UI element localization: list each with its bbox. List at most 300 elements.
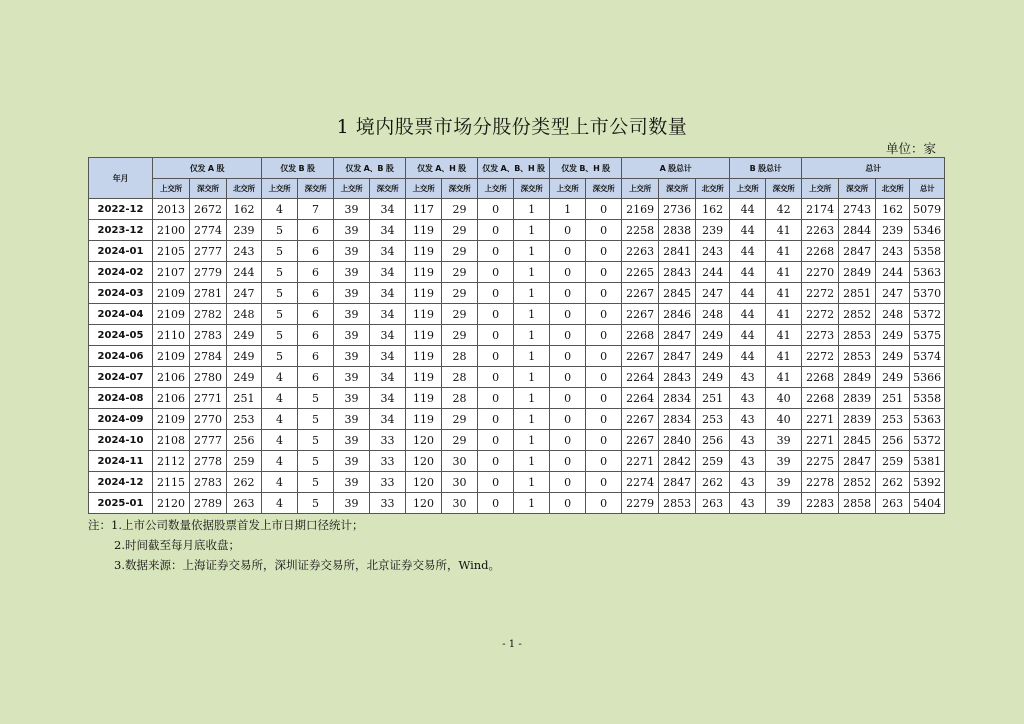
value-cell: 2120 — [153, 493, 190, 514]
value-cell: 2838 — [659, 220, 696, 241]
value-cell: 2834 — [659, 388, 696, 409]
value-cell: 44 — [730, 199, 766, 220]
value-cell: 2013 — [153, 199, 190, 220]
value-cell: 2274 — [622, 472, 659, 493]
value-cell: 33 — [370, 472, 406, 493]
value-cell: 34 — [370, 241, 406, 262]
value-cell: 2853 — [659, 493, 696, 514]
value-cell: 2112 — [153, 451, 190, 472]
value-cell: 5 — [298, 472, 334, 493]
value-cell: 34 — [370, 220, 406, 241]
group-header: 仅发 A、B 股 — [334, 158, 406, 179]
value-cell: 0 — [586, 493, 622, 514]
value-cell: 5 — [298, 451, 334, 472]
value-cell: 239 — [227, 220, 262, 241]
table-row — [89, 451, 945, 472]
value-cell: 30 — [442, 493, 478, 514]
value-cell: 2267 — [622, 430, 659, 451]
value-cell: 29 — [442, 325, 478, 346]
value-cell: 256 — [876, 430, 910, 451]
value-cell: 2268 — [622, 325, 659, 346]
value-cell: 1 — [514, 409, 550, 430]
value-cell: 4 — [262, 451, 298, 472]
month-cell: 2024-02 — [89, 262, 153, 283]
value-cell: 2743 — [839, 199, 876, 220]
value-cell: 0 — [550, 409, 586, 430]
value-cell: 4 — [262, 493, 298, 514]
value-cell: 263 — [696, 493, 730, 514]
value-cell: 0 — [586, 199, 622, 220]
value-cell: 0 — [478, 367, 514, 388]
value-cell: 2270 — [802, 262, 839, 283]
value-cell: 2263 — [622, 241, 659, 262]
value-cell: 43 — [730, 493, 766, 514]
value-cell: 5370 — [910, 283, 945, 304]
value-cell: 247 — [227, 283, 262, 304]
value-cell: 2283 — [802, 493, 839, 514]
value-cell: 5 — [262, 346, 298, 367]
value-cell: 39 — [334, 304, 370, 325]
subheader-cell: 深交所 — [659, 179, 696, 199]
value-cell: 2272 — [802, 346, 839, 367]
table-row — [89, 430, 945, 451]
value-cell: 39 — [334, 367, 370, 388]
value-cell: 2109 — [153, 409, 190, 430]
value-cell: 2271 — [802, 430, 839, 451]
document-title: 1 境内股票市场分股份类型上市公司数量 — [336, 116, 688, 138]
value-cell: 2851 — [839, 283, 876, 304]
value-cell: 249 — [227, 325, 262, 346]
value-cell: 119 — [406, 346, 442, 367]
value-cell: 2106 — [153, 388, 190, 409]
value-cell: 0 — [550, 346, 586, 367]
value-cell: 5 — [262, 220, 298, 241]
group-header: 总计 — [802, 158, 945, 179]
value-cell: 2853 — [839, 325, 876, 346]
value-cell: 6 — [298, 325, 334, 346]
value-cell: 0 — [586, 451, 622, 472]
value-cell: 259 — [696, 451, 730, 472]
value-cell: 28 — [442, 367, 478, 388]
value-cell: 0 — [550, 262, 586, 283]
value-cell: 248 — [227, 304, 262, 325]
value-cell: 2273 — [802, 325, 839, 346]
value-cell: 29 — [442, 304, 478, 325]
value-cell: 0 — [586, 409, 622, 430]
value-cell: 2839 — [839, 388, 876, 409]
value-cell: 5 — [298, 493, 334, 514]
value-cell: 5366 — [910, 367, 945, 388]
value-cell: 243 — [876, 241, 910, 262]
value-cell: 40 — [766, 388, 802, 409]
table-row — [89, 283, 945, 304]
value-cell: 251 — [876, 388, 910, 409]
value-cell: 39 — [766, 451, 802, 472]
value-cell: 2781 — [190, 283, 227, 304]
value-cell: 1 — [514, 346, 550, 367]
value-cell: 1 — [514, 283, 550, 304]
value-cell: 2783 — [190, 472, 227, 493]
value-cell: 2271 — [622, 451, 659, 472]
value-cell: 251 — [696, 388, 730, 409]
value-cell: 2847 — [839, 241, 876, 262]
table-row — [89, 241, 945, 262]
note-line: 2.时间截至每月底收盘； — [114, 538, 240, 552]
value-cell: 263 — [876, 493, 910, 514]
value-cell: 2780 — [190, 367, 227, 388]
value-cell: 29 — [442, 262, 478, 283]
value-cell: 0 — [550, 220, 586, 241]
value-cell: 117 — [406, 199, 442, 220]
value-cell: 4 — [262, 430, 298, 451]
header-month: 年月 — [89, 158, 153, 199]
value-cell: 4 — [262, 472, 298, 493]
month-cell: 2024-04 — [89, 304, 153, 325]
note-line: 注：1.上市公司数量依据股票首发上市日期口径统计； — [88, 518, 364, 532]
value-cell: 44 — [730, 241, 766, 262]
value-cell: 5392 — [910, 472, 945, 493]
value-cell: 2263 — [802, 220, 839, 241]
value-cell: 249 — [696, 367, 730, 388]
value-cell: 0 — [550, 493, 586, 514]
value-cell: 5 — [262, 325, 298, 346]
value-cell: 2279 — [622, 493, 659, 514]
table-body — [89, 199, 945, 514]
table-row — [89, 388, 945, 409]
value-cell: 39 — [766, 430, 802, 451]
month-cell: 2022-12 — [89, 199, 153, 220]
table-row — [89, 472, 945, 493]
value-cell: 1 — [514, 220, 550, 241]
value-cell: 1 — [514, 493, 550, 514]
value-cell: 2852 — [839, 304, 876, 325]
value-cell: 239 — [876, 220, 910, 241]
value-cell: 162 — [696, 199, 730, 220]
value-cell: 39 — [334, 262, 370, 283]
value-cell: 0 — [586, 472, 622, 493]
value-cell: 41 — [766, 325, 802, 346]
subheader-cell: 上交所 — [406, 179, 442, 199]
page-number: - 1 - — [502, 639, 522, 650]
value-cell: 2267 — [622, 283, 659, 304]
value-cell: 2771 — [190, 388, 227, 409]
value-cell: 243 — [696, 241, 730, 262]
value-cell: 0 — [478, 451, 514, 472]
value-cell: 5372 — [910, 430, 945, 451]
value-cell: 5372 — [910, 304, 945, 325]
value-cell: 44 — [730, 346, 766, 367]
subheader-cell: 上交所 — [478, 179, 514, 199]
value-cell: 2108 — [153, 430, 190, 451]
value-cell: 43 — [730, 472, 766, 493]
value-cell: 5 — [262, 304, 298, 325]
value-cell: 262 — [696, 472, 730, 493]
subheader-cell: 上交所 — [802, 179, 839, 199]
value-cell: 119 — [406, 388, 442, 409]
value-cell: 0 — [478, 220, 514, 241]
subheader-cell: 上交所 — [622, 179, 659, 199]
value-cell: 6 — [298, 241, 334, 262]
subheader-cell: 上交所 — [262, 179, 298, 199]
value-cell: 34 — [370, 367, 406, 388]
value-cell: 0 — [586, 325, 622, 346]
value-cell: 5079 — [910, 199, 945, 220]
value-cell: 2777 — [190, 241, 227, 262]
table-row — [89, 220, 945, 241]
group-header: 仅发 B、H 股 — [550, 158, 622, 179]
month-cell: 2023-12 — [89, 220, 153, 241]
value-cell: 2174 — [802, 199, 839, 220]
value-cell: 0 — [478, 262, 514, 283]
value-cell: 42 — [766, 199, 802, 220]
value-cell: 5 — [262, 283, 298, 304]
subheader-cell: 深交所 — [514, 179, 550, 199]
value-cell: 2268 — [802, 367, 839, 388]
value-cell: 34 — [370, 388, 406, 409]
value-cell: 39 — [334, 409, 370, 430]
value-cell: 244 — [696, 262, 730, 283]
value-cell: 0 — [478, 346, 514, 367]
value-cell: 5381 — [910, 451, 945, 472]
value-cell: 2789 — [190, 493, 227, 514]
value-cell: 0 — [550, 304, 586, 325]
value-cell: 41 — [766, 283, 802, 304]
value-cell: 2267 — [622, 346, 659, 367]
value-cell: 262 — [876, 472, 910, 493]
value-cell: 1 — [514, 199, 550, 220]
value-cell: 256 — [227, 430, 262, 451]
value-cell: 0 — [550, 430, 586, 451]
value-cell: 39 — [334, 472, 370, 493]
value-cell: 0 — [478, 199, 514, 220]
value-cell: 39 — [334, 493, 370, 514]
value-cell: 1 — [514, 367, 550, 388]
table-row — [89, 262, 945, 283]
value-cell: 41 — [766, 262, 802, 283]
subheader-cell: 总计 — [910, 179, 945, 199]
value-cell: 2858 — [839, 493, 876, 514]
subheader-cell: 深交所 — [298, 179, 334, 199]
value-cell: 263 — [227, 493, 262, 514]
value-cell: 0 — [586, 430, 622, 451]
subheader-cell: 北交所 — [876, 179, 910, 199]
value-cell: 5 — [262, 241, 298, 262]
value-cell: 2109 — [153, 346, 190, 367]
value-cell: 41 — [766, 241, 802, 262]
value-cell: 2169 — [622, 199, 659, 220]
value-cell: 2847 — [659, 346, 696, 367]
value-cell: 39 — [334, 430, 370, 451]
value-cell: 0 — [478, 409, 514, 430]
value-cell: 0 — [550, 283, 586, 304]
value-cell: 0 — [586, 346, 622, 367]
value-cell: 29 — [442, 199, 478, 220]
value-cell: 2258 — [622, 220, 659, 241]
subheader-cell: 深交所 — [442, 179, 478, 199]
value-cell: 0 — [478, 430, 514, 451]
month-cell: 2024-08 — [89, 388, 153, 409]
value-cell: 29 — [442, 283, 478, 304]
value-cell: 1 — [514, 451, 550, 472]
value-cell: 2847 — [659, 325, 696, 346]
value-cell: 6 — [298, 262, 334, 283]
value-cell: 5375 — [910, 325, 945, 346]
value-cell: 2849 — [839, 367, 876, 388]
value-cell: 248 — [696, 304, 730, 325]
value-cell: 39 — [334, 199, 370, 220]
value-cell: 249 — [696, 325, 730, 346]
value-cell: 0 — [478, 493, 514, 514]
subheader-cell: 深交所 — [839, 179, 876, 199]
value-cell: 29 — [442, 409, 478, 430]
value-cell: 249 — [696, 346, 730, 367]
value-cell: 39 — [766, 493, 802, 514]
value-cell: 5358 — [910, 388, 945, 409]
subheader-row — [89, 179, 945, 199]
value-cell: 2272 — [802, 283, 839, 304]
value-cell: 29 — [442, 241, 478, 262]
value-cell: 41 — [766, 367, 802, 388]
value-cell: 0 — [586, 304, 622, 325]
value-cell: 2852 — [839, 472, 876, 493]
value-cell: 39 — [334, 220, 370, 241]
value-cell: 0 — [478, 388, 514, 409]
value-cell: 2271 — [802, 409, 839, 430]
value-cell: 4 — [262, 367, 298, 388]
value-cell: 0 — [586, 262, 622, 283]
value-cell: 262 — [227, 472, 262, 493]
value-cell: 1 — [514, 472, 550, 493]
value-cell: 119 — [406, 367, 442, 388]
value-cell: 2105 — [153, 241, 190, 262]
value-cell: 2849 — [839, 262, 876, 283]
value-cell: 1 — [514, 388, 550, 409]
group-header: 仅发 B 股 — [262, 158, 334, 179]
subheader-cell: 上交所 — [550, 179, 586, 199]
value-cell: 39 — [334, 241, 370, 262]
value-cell: 2100 — [153, 220, 190, 241]
value-cell: 5363 — [910, 409, 945, 430]
subheader-cell: 北交所 — [696, 179, 730, 199]
value-cell: 43 — [730, 367, 766, 388]
value-cell: 2777 — [190, 430, 227, 451]
value-cell: 44 — [730, 262, 766, 283]
value-cell: 44 — [730, 283, 766, 304]
month-cell: 2024-05 — [89, 325, 153, 346]
value-cell: 34 — [370, 346, 406, 367]
value-cell: 244 — [227, 262, 262, 283]
value-cell: 39 — [334, 388, 370, 409]
value-cell: 39 — [766, 472, 802, 493]
value-cell: 120 — [406, 451, 442, 472]
value-cell: 244 — [876, 262, 910, 283]
group-header: A 股总计 — [622, 158, 730, 179]
value-cell: 253 — [876, 409, 910, 430]
value-cell: 0 — [550, 451, 586, 472]
value-cell: 239 — [696, 220, 730, 241]
value-cell: 2847 — [659, 472, 696, 493]
month-cell: 2024-09 — [89, 409, 153, 430]
value-cell: 28 — [442, 346, 478, 367]
month-cell: 2024-07 — [89, 367, 153, 388]
group-header: B 股总计 — [730, 158, 802, 179]
value-cell: 2778 — [190, 451, 227, 472]
table-row — [89, 409, 945, 430]
value-cell: 2782 — [190, 304, 227, 325]
value-cell: 39 — [334, 346, 370, 367]
value-cell: 2275 — [802, 451, 839, 472]
notes — [88, 515, 500, 575]
subheader-cell: 深交所 — [586, 179, 622, 199]
value-cell: 249 — [876, 325, 910, 346]
value-cell: 0 — [586, 283, 622, 304]
value-cell: 120 — [406, 472, 442, 493]
value-cell: 2107 — [153, 262, 190, 283]
value-cell: 2109 — [153, 304, 190, 325]
subheader-cell: 上交所 — [153, 179, 190, 199]
value-cell: 33 — [370, 451, 406, 472]
value-cell: 0 — [478, 304, 514, 325]
value-cell: 0 — [586, 388, 622, 409]
value-cell: 249 — [227, 346, 262, 367]
value-cell: 2110 — [153, 325, 190, 346]
value-cell: 162 — [227, 199, 262, 220]
subheader-cell: 深交所 — [190, 179, 227, 199]
value-cell: 2264 — [622, 388, 659, 409]
value-cell: 2840 — [659, 430, 696, 451]
group-header: 仅发 A 股 — [153, 158, 262, 179]
value-cell: 2834 — [659, 409, 696, 430]
value-cell: 4 — [262, 199, 298, 220]
value-cell: 2272 — [802, 304, 839, 325]
month-cell: 2024-12 — [89, 472, 153, 493]
value-cell: 1 — [514, 325, 550, 346]
value-cell: 5 — [262, 262, 298, 283]
unit-label: 单位：家 — [885, 141, 936, 156]
value-cell: 29 — [442, 220, 478, 241]
value-cell: 2842 — [659, 451, 696, 472]
value-cell: 29 — [442, 430, 478, 451]
value-cell: 0 — [586, 367, 622, 388]
value-cell: 2843 — [659, 262, 696, 283]
listed-companies-table — [88, 157, 945, 514]
value-cell: 33 — [370, 493, 406, 514]
value-cell: 6 — [298, 304, 334, 325]
value-cell: 30 — [442, 451, 478, 472]
value-cell: 251 — [227, 388, 262, 409]
value-cell: 2839 — [839, 409, 876, 430]
value-cell: 1 — [550, 199, 586, 220]
table-row — [89, 325, 945, 346]
value-cell: 43 — [730, 451, 766, 472]
value-cell: 43 — [730, 430, 766, 451]
value-cell: 34 — [370, 283, 406, 304]
value-cell: 41 — [766, 304, 802, 325]
subheader-cell: 上交所 — [730, 179, 766, 199]
value-cell: 5 — [298, 409, 334, 430]
value-cell: 2845 — [839, 430, 876, 451]
subheader-cell: 深交所 — [370, 179, 406, 199]
note-line: 3.数据来源：上海证券交易所，深圳证券交易所，北京证券交易所，Wind。 — [114, 558, 501, 572]
value-cell: 2779 — [190, 262, 227, 283]
value-cell: 5358 — [910, 241, 945, 262]
value-cell: 4 — [262, 388, 298, 409]
table-row — [89, 199, 945, 220]
value-cell: 2268 — [802, 388, 839, 409]
value-cell: 43 — [730, 388, 766, 409]
value-cell: 2265 — [622, 262, 659, 283]
value-cell: 119 — [406, 325, 442, 346]
